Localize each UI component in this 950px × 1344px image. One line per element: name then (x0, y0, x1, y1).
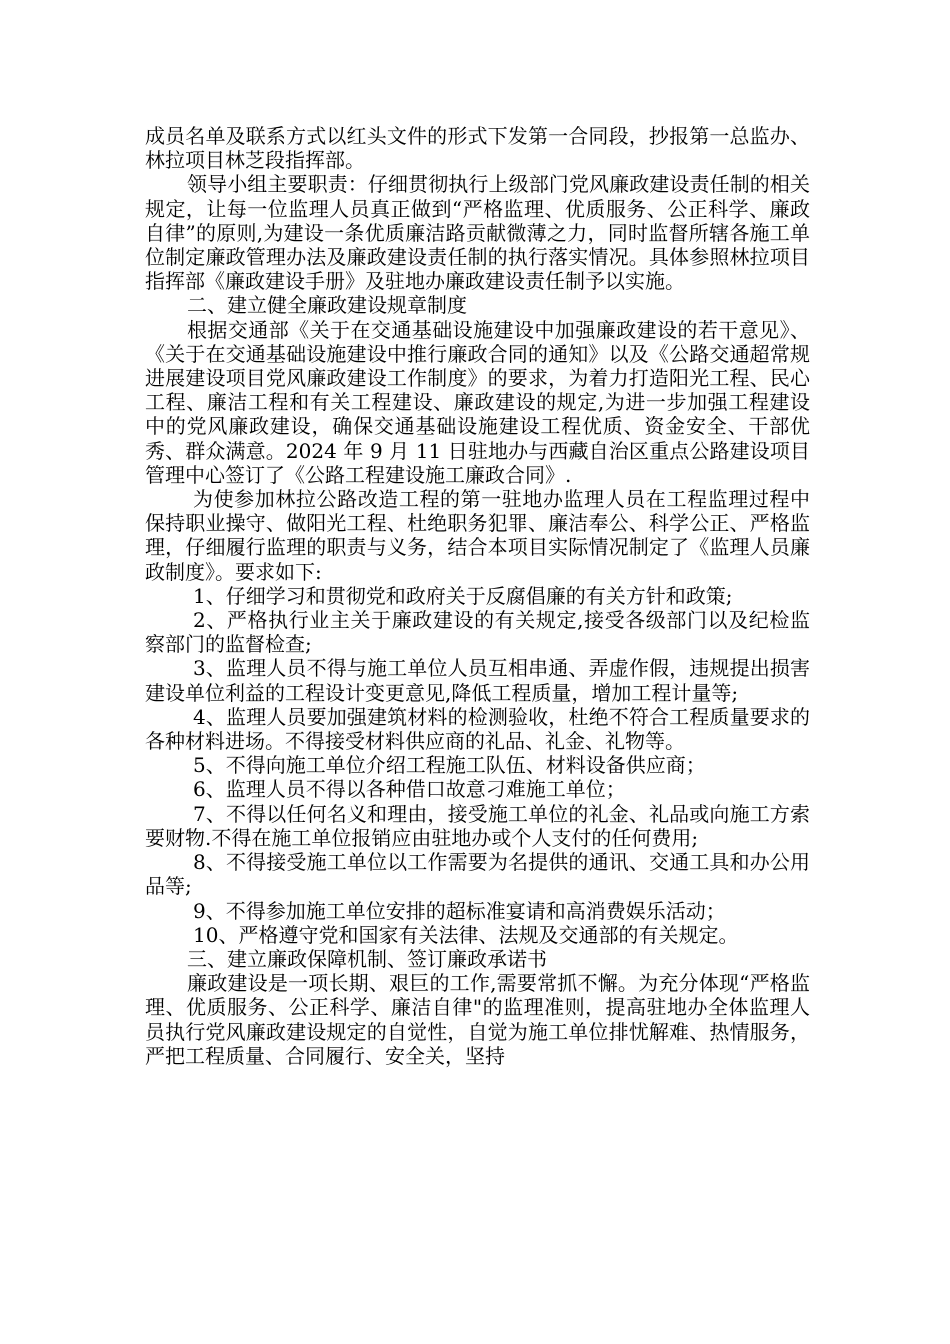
rule-item-3: 3、监理人员不得与施工单位人员互相串通、弄虚作假，违规提出损害建设单位利益的工程设计变更意见,降低工程质量，增加工程计量等; (145, 656, 810, 705)
rule-item-10: 10、严格遵守党和国家有关法律、法规及交通部的有关规定。 (193, 922, 739, 947)
rule-item-7: 7、不得以任何名义和理由，接受施工单位的礼金、礼品或向施工方索要财物.不得在施工单位报销应由驻地办或个人支付的任何费用; (145, 801, 810, 850)
rule-item-8: 8、不得接受施工单位以工作需要为名提供的通讯、交通工具和办公用品等; (145, 850, 810, 899)
paragraph-transport-regulations: 根据交通部《关于在交通基础设施建设中加强廉政建设的若干意见》、《关于在交通基础设施建设中推行廉政合同的通知》以及《公路交通超常规进展建设项目党风廉政建设工作制度》的要求，为着力打造阳光工程、民心工程、廉洁工程和有关工程建设、廉政建设的规定,为进一步加强工程建设中的党风廉政建设，确保交通基础设施建设工程优质、资金安全、干部优秀、群众满意。2024 年 9 月 11 日驻地办与西藏自治区重点公路建设项目管理中心签订了《公路工程建设施工廉政合同》. (145, 317, 810, 487)
paragraph-members-list: 成员名单及联系方式以红头文件的形式下发第一合同段，抄报第一总监办、林拉项目林芝段指挥部。 (145, 124, 810, 173)
paragraph-integrity-system: 为使参加林拉公路改造工程的第一驻地办监理人员在工程监理过程中保持职业操守、做阳光工程、杜绝职务犯罪、廉洁奉公、科学公正、严格监理，仔细履行监理的职责与义务，结合本项目实际情况制定了《监理人员廉政制度》。要求如下: (145, 487, 810, 584)
rule-item-4: 4、监理人员要加强建筑材料的检测验收，杜绝不符合工程质量要求的各种材料进场。不得接受材料供应商的礼品、礼金、礼物等。 (145, 704, 810, 754)
paragraph-leadership-duties: 领导小组主要职责：仔细贯彻执行上级部门党风廉政建设责任制的相关规定，让每一位监理人员真正做到“严格监理、优质服务、公正科学、廉政自律”的原则,为建设一条优质廉洁路贡献微薄之力，同时监督所辖各施工单位制定廉政管理办法及廉政建设责任制的执行落实情况。具体参照林拉项目指挥部《廉政建设手册》及驻地办廉政建设责任制予以实施。 (145, 172, 810, 294)
section-heading-3: 三、建立廉政保障机制、签订廉政承诺书 (187, 946, 547, 971)
rule-item-2: 2、严格执行业主关于廉政建设的有关规定,接受各级部门以及纪检监察部门的监督检查; (145, 608, 810, 657)
paragraph-integrity-mechanism: 廉政建设是一项长期、艰巨的工作,需要常抓不懈。为充分体现“严格监理、优质服务、公正科学、廉洁自律"的监理准则，提高驻地办全体监理人员执行党风廉政建设规定的自觉性，自觉为施工单位排忧解难、热情服务，严把工程质量、合同履行、安全关，坚持 (145, 971, 810, 1068)
rule-item-6: 6、监理人员不得以各种借口故意刁难施工单位； (193, 777, 626, 802)
section-heading-2: 二、建立健全廉政建设规章制度 (187, 293, 467, 318)
document-body (145, 124, 810, 1068)
rule-item-1: 1、仔细学习和贯彻党和政府关于反腐倡廉的有关方针和政策; (193, 583, 733, 608)
rule-item-9: 9、不得参加施工单位安排的超标准宴请和高消费娱乐活动； (193, 898, 726, 923)
rule-item-5: 5、不得向施工单位介绍工程施工队伍、材料设备供应商； (193, 753, 706, 778)
